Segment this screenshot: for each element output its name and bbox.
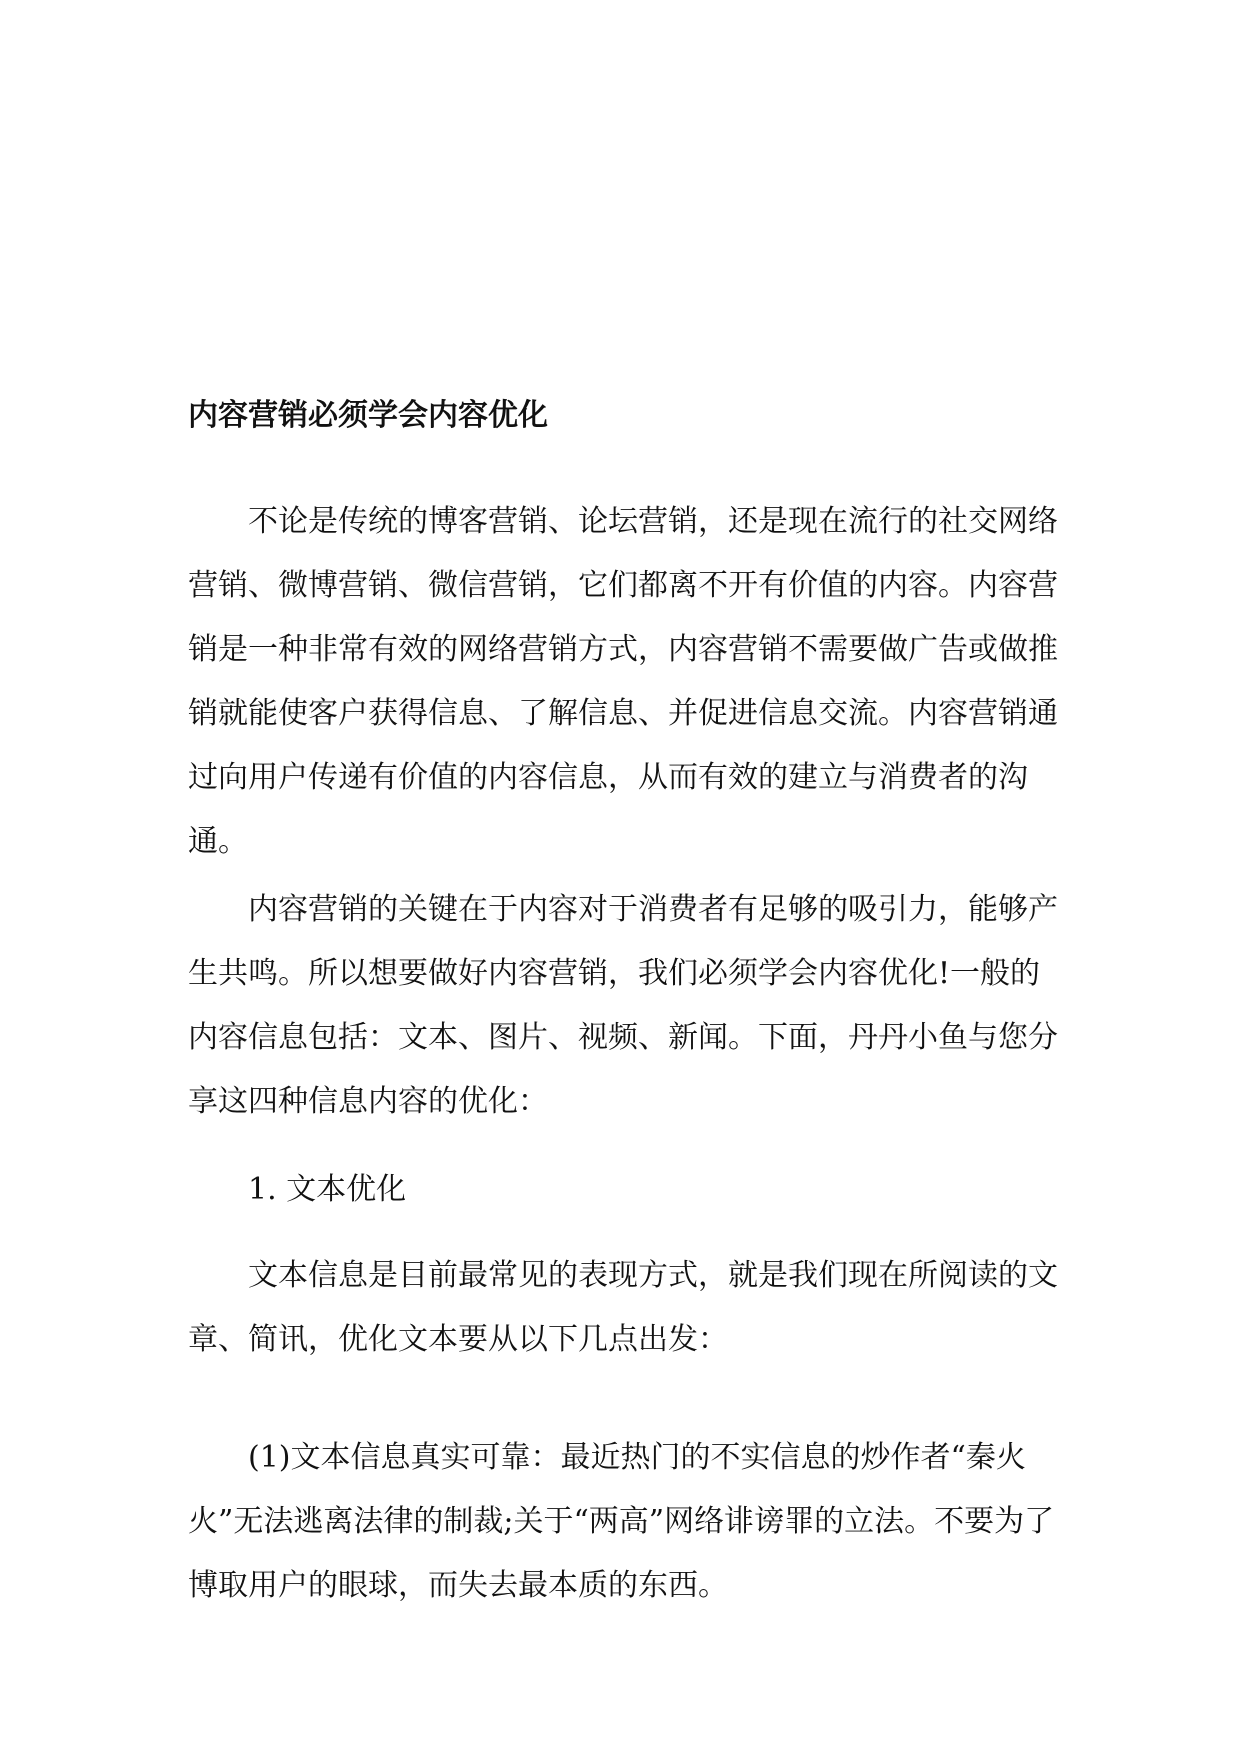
- paragraph-key-point: 内容营销的关键在于内容对于消费者有足够的吸引力，能够产生共鸣。所以想要做好内容营销，我们必须学会内容优化!一般的内容信息包括：文本、图片、视频、新闻。下面，丹丹小鱼与您分享这四种信息内容的优化：: [188, 892, 1058, 1119]
- paragraph-text-info: 文本信息是目前最常见的表现方式，就是我们现在所阅读的文章、简讯，优化文本要从以下几点出发：: [188, 1258, 1058, 1357]
- section-heading-text-optimization: 1. 文本优化: [248, 1172, 407, 1207]
- document-title: 内容营销必须学会内容优化: [188, 398, 548, 433]
- paragraph-intro: 不论是传统的博客营销、论坛营销，还是现在流行的社交网络营销、微博营销、微信营销，它们都离不开有价值的内容。内容营销是一种非常有效的网络营销方式，内容营销不需要做广告或做推销就能使客户获得信息、了解信息、并促进信息交流。内容营销通过向用户传递有价值的内容信息，从而有效的建立与消费者的沟通。: [188, 504, 1058, 859]
- paragraph-point-1: (1)文本信息真实可靠：最近热门的不实信息的炒作者“秦火火”无法逃离法律的制裁;关于“两高”网络诽谤罪的立法。不要为了博取用户的眼球，而失去最本质的东西。: [188, 1440, 1055, 1603]
